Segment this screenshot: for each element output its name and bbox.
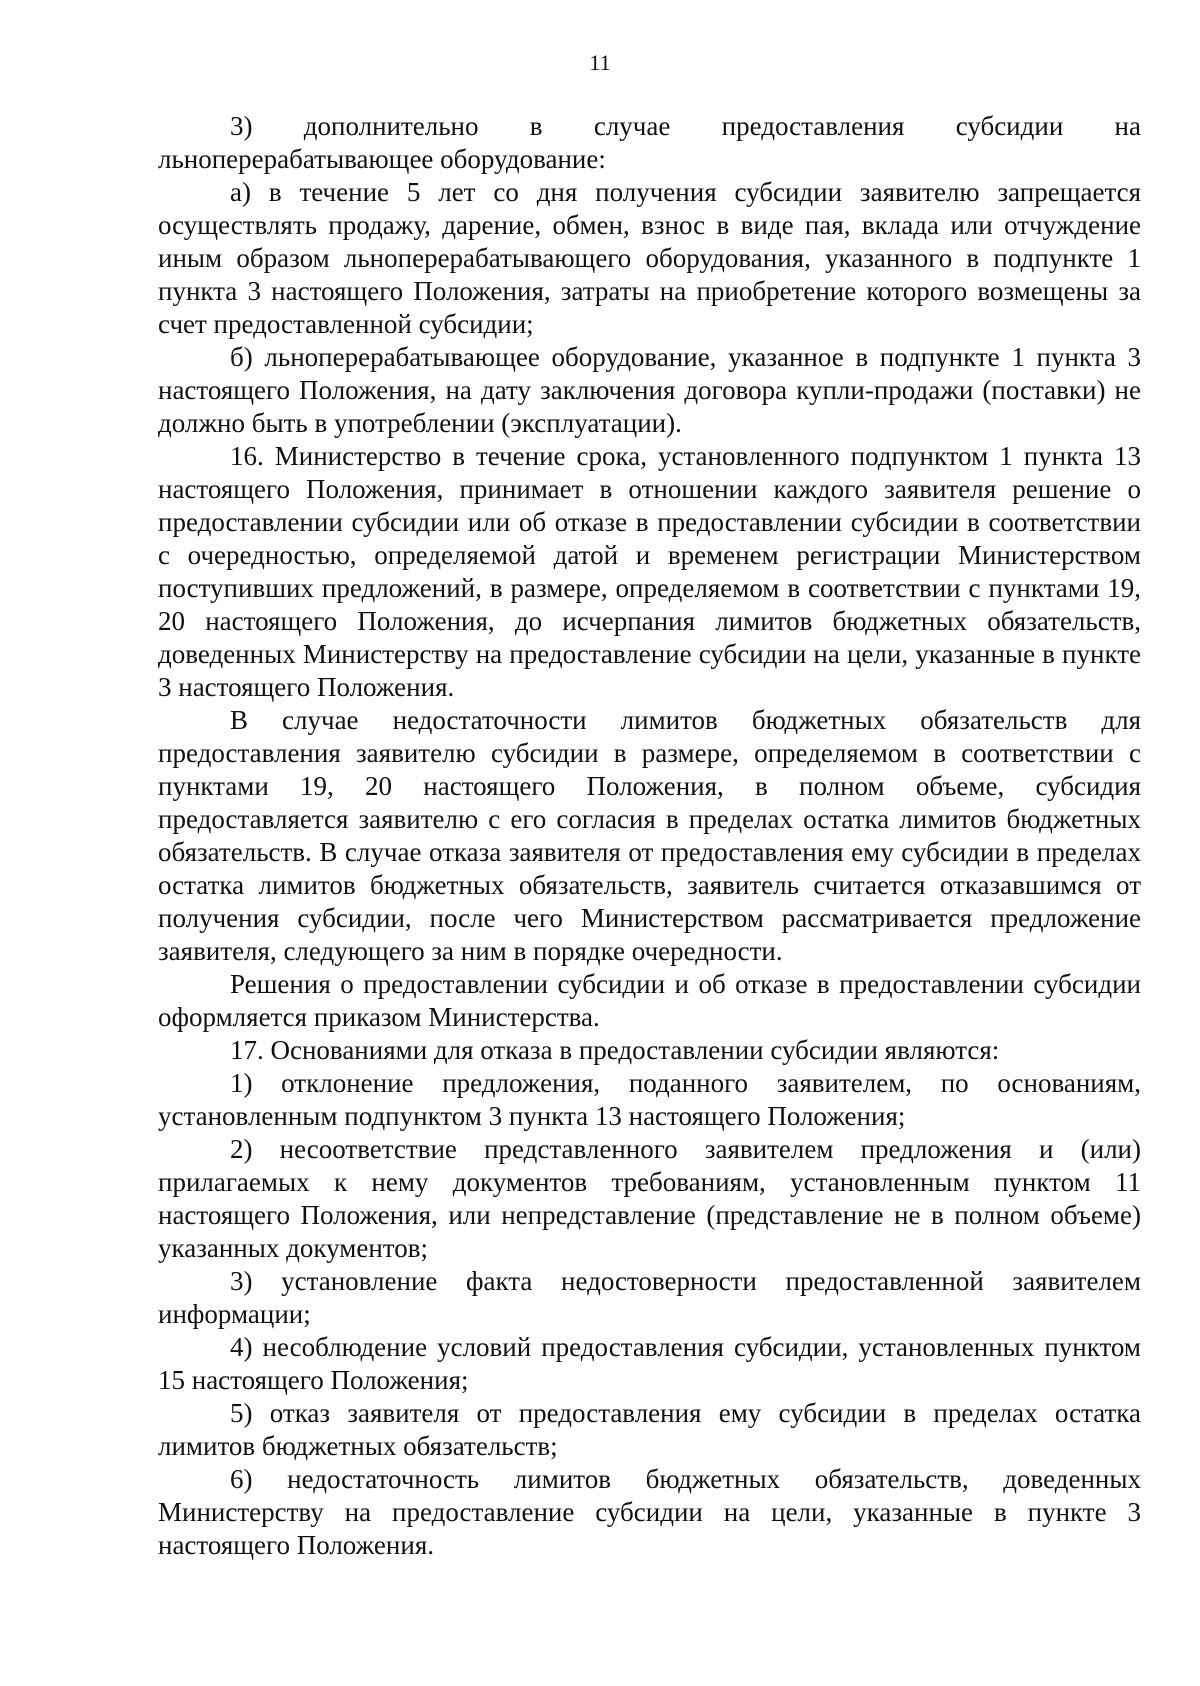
- paragraph-16-insufficient-limits: В случае недостаточности лимитов бюджетных обязательств для предоставления заявителю субсидии в размере, определяемом в соответствии с пунктами 19, 20 настоящего Положения, в полном объеме, субсидия предоставляется заявителю с его согласия в пределах остатка лимитов бюджетных обязательств. В случае отказа заявителя от предоставления ему субсидии в пределах остатка лимитов бюджетных обязательств, заявитель считается отказавшимся от получения субсидии, после чего Министерством рассматривается предложение заявителя, следующего за ним в порядке очередности.: [158, 705, 1141, 966]
- paragraph-17-item-3: 3) установление факта недостоверности предоставленной заявителем информации;: [158, 1266, 1141, 1329]
- paragraph-3a: а) в течение 5 лет со дня получения субсидии заявителю запрещается осуществлять продажу, дарение, обмен, взнос в виде пая, вклада или отчуждение иным образом льноперерабатывающего оборудования, указанного в подпункте 1 пункта 3 настоящего Положения, затраты на приобретение которого возмещены за счет предоставленной субсидии;: [158, 177, 1141, 339]
- paragraph-3b: б) льноперерабатывающее оборудование, указанное в подпункте 1 пункта 3 настоящего Положения, на дату заключения договора купли-продажи (поставки) не должно быть в употреблении (эксплуатации).: [158, 342, 1141, 438]
- paragraph-16: 16. Министерство в течение срока, установленного подпунктом 1 пункта 13 настоящего Положения, принимает в отношении каждого заявителя решение о предоставлении субсидии или об отказе в предоставлении субсидии в соответствии с очередностью, определяемой датой и временем регистрации Министерством поступивших предложений, в размере, определяемом в соответствии с пунктами 19, 20 настоящего Положения, до исчерпания лимитов бюджетных обязательств, доведенных Министерству на предоставление субсидии на цели, указанные в пункте 3 настоящего Положения.: [158, 441, 1141, 702]
- paragraph-3-additional: 3) дополнительно в случае предоставления субсидии на льноперерабатывающее оборудование:: [158, 111, 1141, 174]
- paragraph-17-item-4: 4) несоблюдение условий предоставления субсидии, установленных пунктом 15 настоящего Положения;: [158, 1332, 1141, 1395]
- paragraph-17-item-2: 2) несоответствие представленного заявителем предложения и (или) прилагаемых к нему документов требованиям, установленным пунктом 11 настоящего Положения, или непредставление (представление не в полном объеме) указанных документов;: [158, 1134, 1141, 1263]
- paragraph-17: 17. Основаниями для отказа в предоставлении субсидии являются:: [230, 1035, 1000, 1065]
- paragraph-16-decisions: Решения о предоставлении субсидии и об отказе в предоставлении субсидии оформляется приказом Министерства.: [158, 969, 1141, 1032]
- paragraph-17-item-5: 5) отказ заявителя от предоставления ему субсидии в пределах остатка лимитов бюджетных обязательств;: [158, 1398, 1141, 1461]
- page-number: 11: [589, 50, 611, 75]
- paragraph-17-item-6: 6) недостаточность лимитов бюджетных обязательств, доведенных Министерству на предоставление субсидии на цели, указанные в пункте 3 настоящего Положения.: [158, 1464, 1141, 1560]
- paragraph-17-item-1: 1) отклонение предложения, поданного заявителем, по основаниям, установленным подпунктом 3 пункта 13 настоящего Положения;: [158, 1068, 1141, 1131]
- document-body: [158, 110, 1141, 1562]
